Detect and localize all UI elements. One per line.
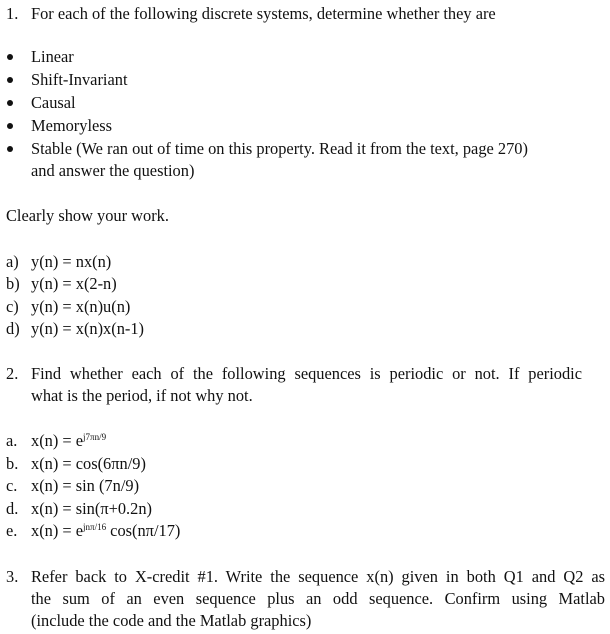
q1-property: Stable (We ran out of time on this property. Read it from the text, page 270) xyxy=(31,139,528,158)
q1-property: Linear xyxy=(31,47,74,66)
q3-line: the sum of an even sequence plus an odd sequence. Confirm using Matlab xyxy=(31,589,605,608)
q1-prompt: For each of the following discrete systems, determine whether they are xyxy=(31,4,496,23)
q2-item-label: e. xyxy=(6,521,18,540)
q2-prompt-line1: Find whether each of the following sequences is periodic or not. If periodic xyxy=(31,364,582,383)
q2-item-label: c. xyxy=(6,476,18,495)
bullet-icon xyxy=(7,100,13,106)
q1-number: 1. xyxy=(6,4,19,23)
q1-item-expr: y(n) = x(n)u(n) xyxy=(31,297,131,316)
q2-item-expr: x(n) = sin (7n/9) xyxy=(31,476,140,495)
q1-property: Causal xyxy=(31,93,76,112)
bullet-icon xyxy=(7,146,13,152)
q1-property: Shift-Invariant xyxy=(31,70,128,89)
q1-item-expr: y(n) = x(n)x(n-1) xyxy=(31,319,145,338)
q1-item-label: a) xyxy=(6,252,19,271)
q1-instruction: Clearly show your work. xyxy=(6,206,169,225)
q1-item-expr: y(n) = x(2-n) xyxy=(31,274,117,293)
q2-item-label: d. xyxy=(6,499,19,518)
q1-item-expr: y(n) = nx(n) xyxy=(31,252,112,271)
q2-item-expr: x(n) = sin(π+0.2n) xyxy=(31,499,152,518)
q1-property: Memoryless xyxy=(31,116,113,135)
exponent: jnπ/16 xyxy=(83,522,107,532)
bullet-icon xyxy=(7,54,13,60)
bullet-icon xyxy=(7,77,13,83)
q2-item-label: b. xyxy=(6,454,19,473)
q3-line: (include the code and the Matlab graphics) xyxy=(31,611,312,630)
q2-number: 2. xyxy=(6,364,19,383)
q1-item-label: b) xyxy=(6,274,20,293)
q2-prompt-line2: what is the period, if not why not. xyxy=(31,386,253,405)
q1-stable-continuation: and answer the question) xyxy=(31,161,195,180)
q2-item-expr: $x(n) = e^{j7\pi n/9}$ xyxy=(31,431,107,450)
q2-item-label: a. xyxy=(6,431,18,450)
q2-item-expr: $x(n) = e^{jn\pi/16}$ cos(nπ/17) xyxy=(31,521,181,540)
exponent: j7πn/9 xyxy=(83,432,107,442)
bullet-icon xyxy=(7,123,13,129)
q3-line: Refer back to X-credit #1. Write the sequence x(n) given in both Q1 and Q2 as xyxy=(31,567,605,586)
q1-item-label: d) xyxy=(6,319,20,338)
q3-number: 3. xyxy=(6,567,19,586)
q1-item-label: c) xyxy=(6,297,19,316)
q2-item-expr: x(n) = cos(6πn/9) xyxy=(31,454,146,473)
